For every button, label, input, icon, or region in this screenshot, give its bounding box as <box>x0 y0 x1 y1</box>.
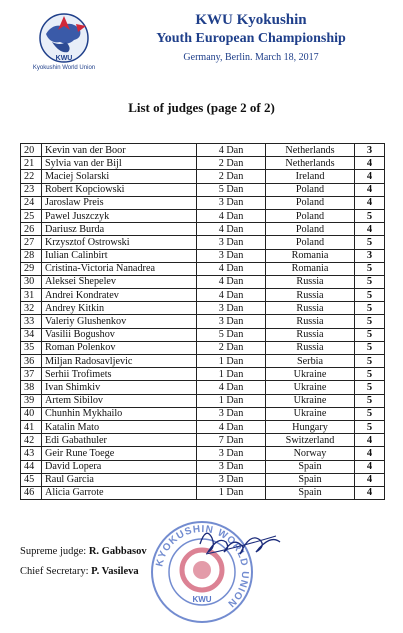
judge-dan: 2 Dan <box>197 157 266 170</box>
judge-score: 4 <box>355 183 385 196</box>
judge-number: 33 <box>21 315 42 328</box>
supreme-judge-label: Supreme judge: <box>20 546 87 557</box>
judge-country: Ukraine <box>266 381 355 394</box>
judge-score: 4 <box>355 460 385 473</box>
judge-name: Miljan Radosavljevic <box>42 355 197 368</box>
judge-row <box>21 289 385 302</box>
judge-name: Alicia Garrote <box>42 486 197 499</box>
judge-name: Serhii Trofimets <box>42 368 197 381</box>
judge-dan: 3 Dan <box>197 473 266 486</box>
judge-number: 45 <box>21 473 42 486</box>
judge-row <box>21 328 385 341</box>
judge-name: Maciej Solarski <box>42 170 197 183</box>
judge-dan: 1 Dan <box>197 368 266 381</box>
judge-dan: 4 Dan <box>197 420 266 433</box>
judge-row <box>21 486 385 499</box>
chief-secretary-label: Chief Secretary: <box>20 566 89 577</box>
judge-row <box>21 144 385 157</box>
judge-name: Andrei Kondratev <box>42 289 197 302</box>
judge-number: 40 <box>21 407 42 420</box>
judge-row <box>21 473 385 486</box>
judge-dan: 4 Dan <box>197 144 266 157</box>
judge-country: Norway <box>266 447 355 460</box>
judge-country: Hungary <box>266 420 355 433</box>
svg-text:KWU: KWU <box>192 595 212 604</box>
judge-row <box>21 447 385 460</box>
judge-country: Poland <box>266 236 355 249</box>
judge-country: Russia <box>266 302 355 315</box>
svg-text:KYOKUSHIN WORLD UNION: KYOKUSHIN WORLD UNION <box>154 523 251 610</box>
document-title: List of judges (page 2 of 2) <box>128 100 275 115</box>
judge-dan: 7 Dan <box>197 434 266 447</box>
judge-dan: 1 Dan <box>197 355 266 368</box>
judge-score: 5 <box>355 407 385 420</box>
supreme-judge-name: R. Gabbasov <box>88 546 147 557</box>
event-place-date: Germany, Berlin. March 18, 2017 <box>183 52 319 63</box>
judge-score: 4 <box>355 486 385 499</box>
judge-row <box>21 183 385 196</box>
judge-score: 4 <box>355 473 385 486</box>
judge-number: 25 <box>21 209 42 222</box>
judge-name: Chunhin Mykhailo <box>42 407 197 420</box>
judge-number: 38 <box>21 381 42 394</box>
judge-name: Edi Gabathuler <box>42 434 197 447</box>
judge-number: 35 <box>21 341 42 354</box>
judge-score: 5 <box>355 381 385 394</box>
judge-name: Robert Kopciowski <box>42 183 197 196</box>
judge-score: 4 <box>355 157 385 170</box>
judge-dan: 3 Dan <box>197 249 266 262</box>
judge-row <box>21 209 385 222</box>
judge-country: Ukraine <box>266 407 355 420</box>
judge-number: 32 <box>21 302 42 315</box>
judge-dan: 1 Dan <box>197 486 266 499</box>
judge-dan: 4 Dan <box>197 381 266 394</box>
judge-country: Russia <box>266 328 355 341</box>
judge-row <box>21 275 385 288</box>
judge-name: Valeriy Glushenkov <box>42 315 197 328</box>
judge-score: 5 <box>355 355 385 368</box>
judge-country: Russia <box>266 289 355 302</box>
judge-name: Raul Garcia <box>42 473 197 486</box>
event-title: Youth European Championship <box>156 31 346 46</box>
judge-score: 4 <box>355 170 385 183</box>
judge-number: 24 <box>21 196 42 209</box>
judge-name: Iulian Calinbirt <box>42 249 197 262</box>
judge-row <box>21 236 385 249</box>
judge-number: 41 <box>21 420 42 433</box>
judge-country: Poland <box>266 209 355 222</box>
svg-text:Kyokushin World Union: Kyokushin World Union <box>32 65 96 71</box>
judge-country: Spain <box>266 473 355 486</box>
judges-table <box>20 143 385 500</box>
judge-dan: 3 Dan <box>197 315 266 328</box>
judge-dan: 5 Dan <box>197 183 266 196</box>
judge-number: 26 <box>21 223 42 236</box>
judge-score: 5 <box>355 302 385 315</box>
judge-country: Romania <box>266 249 355 262</box>
judge-score: 5 <box>355 289 385 302</box>
judge-country: Poland <box>266 196 355 209</box>
judge-score: 5 <box>355 275 385 288</box>
judge-score: 5 <box>355 341 385 354</box>
judge-number: 21 <box>21 157 42 170</box>
judge-name: David Lopera <box>42 460 197 473</box>
judge-name: Ivan Shimkiv <box>42 381 197 394</box>
supreme-judge-line <box>20 546 147 557</box>
judge-row <box>21 249 385 262</box>
judge-score: 4 <box>355 447 385 460</box>
judge-name: Geir Rune Toege <box>42 447 197 460</box>
judge-name: Aleksei Shepelev <box>42 275 197 288</box>
judge-number: 44 <box>21 460 42 473</box>
judge-row <box>21 262 385 275</box>
judge-number: 28 <box>21 249 42 262</box>
judge-number: 29 <box>21 262 42 275</box>
judge-number: 37 <box>21 368 42 381</box>
judge-score: 5 <box>355 394 385 407</box>
judge-country: Russia <box>266 275 355 288</box>
judge-country: Spain <box>266 486 355 499</box>
judge-country: Russia <box>266 315 355 328</box>
judge-dan: 4 Dan <box>197 223 266 236</box>
judge-row <box>21 420 385 433</box>
judge-country: Netherlands <box>266 144 355 157</box>
judge-row <box>21 196 385 209</box>
judge-number: 31 <box>21 289 42 302</box>
judge-row <box>21 355 385 368</box>
judge-name: Pawel Juszczyk <box>42 209 197 222</box>
judge-name: Cristina-Victoria Nanadrea <box>42 262 197 275</box>
judge-country: Netherlands <box>266 157 355 170</box>
judge-dan: 3 Dan <box>197 236 266 249</box>
judge-number: 23 <box>21 183 42 196</box>
judge-row <box>21 460 385 473</box>
judge-score: 5 <box>355 368 385 381</box>
judge-score: 5 <box>355 209 385 222</box>
judge-number: 46 <box>21 486 42 499</box>
judge-number: 43 <box>21 447 42 460</box>
judge-score: 5 <box>355 328 385 341</box>
judge-score: 3 <box>355 249 385 262</box>
judge-score: 4 <box>355 196 385 209</box>
judge-name: Artem Sibilov <box>42 394 197 407</box>
judge-name: Roman Polenkov <box>42 341 197 354</box>
judge-dan: 4 Dan <box>197 275 266 288</box>
judge-row <box>21 407 385 420</box>
judge-score: 3 <box>355 144 385 157</box>
judge-country: Ireland <box>266 170 355 183</box>
judge-number: 34 <box>21 328 42 341</box>
judge-score: 4 <box>355 434 385 447</box>
judge-row <box>21 368 385 381</box>
judge-dan: 3 Dan <box>197 196 266 209</box>
judge-name: Kevin van der Boor <box>42 144 197 157</box>
kwu-globe-logo <box>24 8 112 74</box>
judge-country: Spain <box>266 460 355 473</box>
judge-country: Switzerland <box>266 434 355 447</box>
org-title: KWU Kyokushin <box>195 12 307 28</box>
judge-score: 5 <box>355 262 385 275</box>
judge-number: 39 <box>21 394 42 407</box>
judge-row <box>21 302 385 315</box>
judge-number: 42 <box>21 434 42 447</box>
chief-secretary-line <box>20 566 139 577</box>
judge-name: Sylvia van der Bijl <box>42 157 197 170</box>
judge-country: Serbia <box>266 355 355 368</box>
judge-dan: 3 Dan <box>197 302 266 315</box>
judge-country: Ukraine <box>266 394 355 407</box>
judge-number: 27 <box>21 236 42 249</box>
judge-row <box>21 223 385 236</box>
judge-dan: 3 Dan <box>197 407 266 420</box>
judge-dan: 3 Dan <box>197 447 266 460</box>
judge-row <box>21 341 385 354</box>
judge-score: 5 <box>355 420 385 433</box>
judge-score: 4 <box>355 223 385 236</box>
judge-row <box>21 394 385 407</box>
judge-name: Andrey Kitkin <box>42 302 197 315</box>
judge-name: Jaroslaw Preis <box>42 196 197 209</box>
svg-text:KWU: KWU <box>55 55 73 62</box>
judge-dan: 4 Dan <box>197 289 266 302</box>
judge-country: Romania <box>266 262 355 275</box>
judge-row <box>21 381 385 394</box>
judge-country: Poland <box>266 223 355 236</box>
judge-score: 5 <box>355 315 385 328</box>
judge-dan: 3 Dan <box>197 460 266 473</box>
judge-country: Poland <box>266 183 355 196</box>
judge-dan: 1 Dan <box>197 394 266 407</box>
judge-dan: 4 Dan <box>197 262 266 275</box>
judge-score: 5 <box>355 236 385 249</box>
judge-number: 30 <box>21 275 42 288</box>
judge-row <box>21 315 385 328</box>
judge-country: Ukraine <box>266 368 355 381</box>
judge-name: Katalin Mato <box>42 420 197 433</box>
judge-country: Russia <box>266 341 355 354</box>
judge-name: Krzysztof Ostrowski <box>42 236 197 249</box>
handwritten-signature <box>192 514 292 574</box>
judge-name: Vasilii Bogushov <box>42 328 197 341</box>
judge-number: 22 <box>21 170 42 183</box>
judge-row <box>21 434 385 447</box>
chief-secretary-name: P. Vasileva <box>91 566 139 577</box>
judge-number: 36 <box>21 355 42 368</box>
judge-dan: 2 Dan <box>197 170 266 183</box>
judge-row <box>21 157 385 170</box>
judge-number: 20 <box>21 144 42 157</box>
judge-dan: 2 Dan <box>197 341 266 354</box>
judge-row <box>21 170 385 183</box>
judge-dan: 5 Dan <box>197 328 266 341</box>
judge-dan: 4 Dan <box>197 209 266 222</box>
judge-name: Dariusz Burda <box>42 223 197 236</box>
